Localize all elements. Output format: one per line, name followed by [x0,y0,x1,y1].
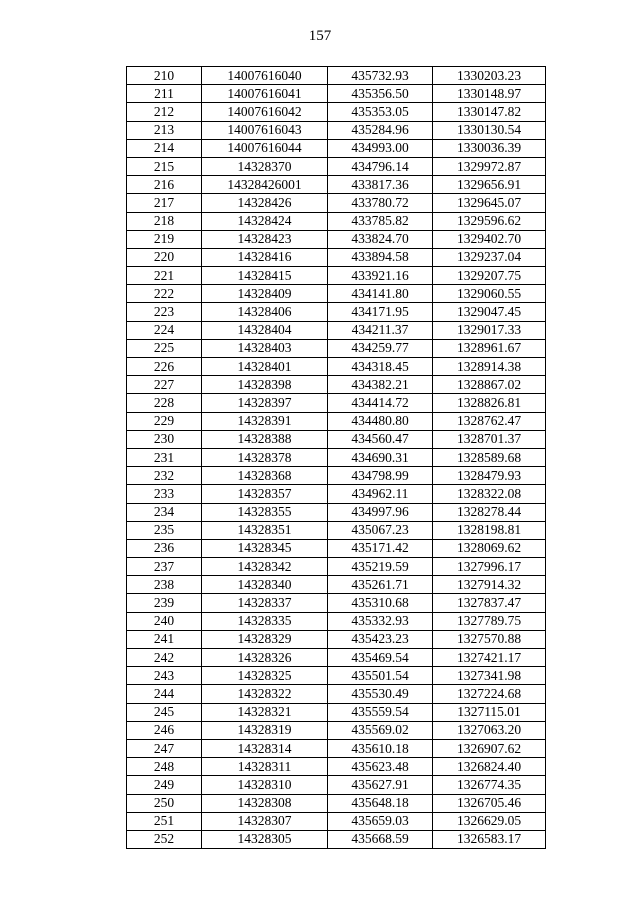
table-row [127,649,546,667]
x-coordinate-cell: 433921.16 [328,267,433,285]
y-coordinate-cell: 1327224.68 [433,685,546,703]
table-row [127,703,546,721]
table-row [127,467,546,485]
x-coordinate-cell: 433780.72 [328,194,433,212]
point-number-cell: 213 [127,121,202,139]
y-coordinate-cell: 1327115.01 [433,703,546,721]
x-coordinate-cell: 435623.48 [328,758,433,776]
x-coordinate-cell: 435610.18 [328,739,433,757]
x-coordinate-cell: 434560.47 [328,430,433,448]
point-id-cell: 14328401 [202,358,328,376]
point-id-cell: 14328370 [202,157,328,175]
x-coordinate-cell: 434997.96 [328,503,433,521]
point-id-cell: 14328337 [202,594,328,612]
point-number-cell: 249 [127,776,202,794]
point-id-cell: 14007616040 [202,67,328,85]
point-id-cell: 14328426 [202,194,328,212]
x-coordinate-cell: 434796.14 [328,157,433,175]
point-number-cell: 227 [127,376,202,394]
point-number-cell: 247 [127,739,202,757]
y-coordinate-cell: 1328762.47 [433,412,546,430]
y-coordinate-cell: 1330148.97 [433,85,546,103]
y-coordinate-cell: 1330203.23 [433,67,546,85]
table-row [127,285,546,303]
y-coordinate-cell: 1327421.17 [433,649,546,667]
table-row [127,739,546,757]
x-coordinate-cell: 435732.93 [328,67,433,85]
table-row [127,448,546,466]
y-coordinate-cell: 1326705.46 [433,794,546,812]
y-coordinate-cell: 1327789.75 [433,612,546,630]
point-number-cell: 212 [127,103,202,121]
x-coordinate-cell: 434211.37 [328,321,433,339]
point-number-cell: 221 [127,267,202,285]
table-row [127,103,546,121]
x-coordinate-cell: 435171.42 [328,539,433,557]
point-id-cell: 14328326 [202,649,328,667]
table-row [127,430,546,448]
x-coordinate-cell: 434414.72 [328,394,433,412]
x-coordinate-cell: 434382.21 [328,376,433,394]
x-coordinate-cell: 434480.80 [328,412,433,430]
y-coordinate-cell: 1329017.33 [433,321,546,339]
y-coordinate-cell: 1329060.55 [433,285,546,303]
point-id-cell: 14328424 [202,212,328,230]
table-row [127,267,546,285]
table-row [127,503,546,521]
point-number-cell: 215 [127,157,202,175]
point-number-cell: 245 [127,703,202,721]
x-coordinate-cell: 435530.49 [328,685,433,703]
point-id-cell: 14328357 [202,485,328,503]
x-coordinate-cell: 434318.45 [328,358,433,376]
y-coordinate-cell: 1326583.17 [433,830,546,848]
point-number-cell: 231 [127,448,202,466]
y-coordinate-cell: 1326824.40 [433,758,546,776]
table-row [127,139,546,157]
table-row [127,85,546,103]
x-coordinate-cell: 434141.80 [328,285,433,303]
point-id-cell: 14328378 [202,448,328,466]
point-number-cell: 222 [127,285,202,303]
table-row [127,212,546,230]
point-id-cell: 14328406 [202,303,328,321]
table-row [127,339,546,357]
point-id-cell: 14328351 [202,521,328,539]
x-coordinate-cell: 435668.59 [328,830,433,848]
y-coordinate-cell: 1329402.70 [433,230,546,248]
table-row [127,176,546,194]
point-number-cell: 217 [127,194,202,212]
table-row [127,376,546,394]
point-number-cell: 229 [127,412,202,430]
point-number-cell: 224 [127,321,202,339]
point-id-cell: 14328340 [202,576,328,594]
y-coordinate-cell: 1328198.81 [433,521,546,539]
point-id-cell: 14328416 [202,248,328,266]
y-coordinate-cell: 1327570.88 [433,630,546,648]
point-number-cell: 226 [127,358,202,376]
point-id-cell: 14328415 [202,267,328,285]
table-row [127,67,546,85]
point-id-cell: 14328391 [202,412,328,430]
point-number-cell: 219 [127,230,202,248]
point-number-cell: 244 [127,685,202,703]
y-coordinate-cell: 1328278.44 [433,503,546,521]
point-id-cell: 14007616041 [202,85,328,103]
x-coordinate-cell: 435659.03 [328,812,433,830]
point-id-cell: 14328308 [202,794,328,812]
point-id-cell: 14328335 [202,612,328,630]
table-row [127,612,546,630]
table-row [127,230,546,248]
point-number-cell: 241 [127,630,202,648]
y-coordinate-cell: 1327063.20 [433,721,546,739]
y-coordinate-cell: 1329596.62 [433,212,546,230]
x-coordinate-cell: 434171.95 [328,303,433,321]
point-id-cell: 14328355 [202,503,328,521]
y-coordinate-cell: 1330147.82 [433,103,546,121]
table-row [127,412,546,430]
x-coordinate-cell: 435469.54 [328,649,433,667]
y-coordinate-cell: 1329207.75 [433,267,546,285]
point-id-cell: 14328342 [202,558,328,576]
x-coordinate-cell: 434993.00 [328,139,433,157]
y-coordinate-cell: 1326629.05 [433,812,546,830]
table-row [127,194,546,212]
x-coordinate-cell: 435423.23 [328,630,433,648]
point-number-cell: 228 [127,394,202,412]
x-coordinate-cell: 435356.50 [328,85,433,103]
y-coordinate-cell: 1328479.93 [433,467,546,485]
y-coordinate-cell: 1330036.39 [433,139,546,157]
point-number-cell: 232 [127,467,202,485]
page-number: 157 [308,28,332,44]
table-body [127,67,546,849]
table-row [127,521,546,539]
table-row [127,685,546,703]
x-coordinate-cell: 435332.93 [328,612,433,630]
point-id-cell: 14007616044 [202,139,328,157]
point-id-cell: 14328325 [202,667,328,685]
table-row [127,794,546,812]
table-row [127,121,546,139]
x-coordinate-cell: 435627.91 [328,776,433,794]
point-number-cell: 238 [127,576,202,594]
table-row [127,721,546,739]
table-row [127,157,546,175]
point-id-cell: 14328403 [202,339,328,357]
coordinates-table [126,66,546,849]
y-coordinate-cell: 1326907.62 [433,739,546,757]
table-row [127,248,546,266]
table-row [127,485,546,503]
point-number-cell: 237 [127,558,202,576]
x-coordinate-cell: 433817.36 [328,176,433,194]
point-id-cell: 14328307 [202,812,328,830]
point-number-cell: 246 [127,721,202,739]
point-id-cell: 14328321 [202,703,328,721]
x-coordinate-cell: 435569.02 [328,721,433,739]
point-number-cell: 234 [127,503,202,521]
point-id-cell: 14007616043 [202,121,328,139]
point-number-cell: 252 [127,830,202,848]
y-coordinate-cell: 1328589.68 [433,448,546,466]
y-coordinate-cell: 1328322.08 [433,485,546,503]
point-id-cell: 14328310 [202,776,328,794]
y-coordinate-cell: 1327996.17 [433,558,546,576]
point-id-cell: 14328423 [202,230,328,248]
table-row [127,321,546,339]
point-id-cell: 14328329 [202,630,328,648]
point-number-cell: 210 [127,67,202,85]
point-number-cell: 248 [127,758,202,776]
y-coordinate-cell: 1328701.37 [433,430,546,448]
table-row [127,303,546,321]
x-coordinate-cell: 435219.59 [328,558,433,576]
y-coordinate-cell: 1329656.91 [433,176,546,194]
table-row [127,830,546,848]
x-coordinate-cell: 435284.96 [328,121,433,139]
table-row [127,758,546,776]
point-number-cell: 242 [127,649,202,667]
x-coordinate-cell: 435648.18 [328,794,433,812]
x-coordinate-cell: 434798.99 [328,467,433,485]
point-id-cell: 14007616042 [202,103,328,121]
table-row [127,812,546,830]
point-id-cell: 14328404 [202,321,328,339]
point-number-cell: 251 [127,812,202,830]
point-id-cell: 14328388 [202,430,328,448]
point-id-cell: 14328322 [202,685,328,703]
y-coordinate-cell: 1327914.32 [433,576,546,594]
point-id-cell: 14328398 [202,376,328,394]
table-row [127,394,546,412]
point-id-cell: 14328319 [202,721,328,739]
table-row [127,594,546,612]
point-id-cell: 14328397 [202,394,328,412]
point-number-cell: 240 [127,612,202,630]
y-coordinate-cell: 1329047.45 [433,303,546,321]
point-number-cell: 225 [127,339,202,357]
y-coordinate-cell: 1326774.35 [433,776,546,794]
y-coordinate-cell: 1328069.62 [433,539,546,557]
point-number-cell: 239 [127,594,202,612]
y-coordinate-cell: 1327837.47 [433,594,546,612]
table-row [127,667,546,685]
table-row [127,539,546,557]
point-id-cell: 14328311 [202,758,328,776]
point-number-cell: 235 [127,521,202,539]
x-coordinate-cell: 433824.70 [328,230,433,248]
y-coordinate-cell: 1328914.38 [433,358,546,376]
point-number-cell: 211 [127,85,202,103]
y-coordinate-cell: 1328961.67 [433,339,546,357]
point-number-cell: 233 [127,485,202,503]
x-coordinate-cell: 433894.58 [328,248,433,266]
point-id-cell: 14328305 [202,830,328,848]
table-row [127,576,546,594]
table-row [127,630,546,648]
point-number-cell: 236 [127,539,202,557]
x-coordinate-cell: 435310.68 [328,594,433,612]
point-number-cell: 223 [127,303,202,321]
x-coordinate-cell: 434962.11 [328,485,433,503]
point-number-cell: 230 [127,430,202,448]
x-coordinate-cell: 435353.05 [328,103,433,121]
x-coordinate-cell: 433785.82 [328,212,433,230]
y-coordinate-cell: 1328826.81 [433,394,546,412]
table-row [127,358,546,376]
y-coordinate-cell: 1328867.02 [433,376,546,394]
point-number-cell: 250 [127,794,202,812]
x-coordinate-cell: 434690.31 [328,448,433,466]
x-coordinate-cell: 434259.77 [328,339,433,357]
point-number-cell: 214 [127,139,202,157]
point-id-cell: 14328426001 [202,176,328,194]
x-coordinate-cell: 435261.71 [328,576,433,594]
point-number-cell: 243 [127,667,202,685]
table-row [127,776,546,794]
point-number-cell: 218 [127,212,202,230]
y-coordinate-cell: 1330130.54 [433,121,546,139]
point-number-cell: 216 [127,176,202,194]
point-id-cell: 14328314 [202,739,328,757]
y-coordinate-cell: 1327341.98 [433,667,546,685]
point-number-cell: 220 [127,248,202,266]
point-id-cell: 14328368 [202,467,328,485]
point-id-cell: 14328409 [202,285,328,303]
x-coordinate-cell: 435501.54 [328,667,433,685]
y-coordinate-cell: 1329237.04 [433,248,546,266]
y-coordinate-cell: 1329972.87 [433,157,546,175]
y-coordinate-cell: 1329645.07 [433,194,546,212]
x-coordinate-cell: 435559.54 [328,703,433,721]
table-row [127,558,546,576]
point-id-cell: 14328345 [202,539,328,557]
x-coordinate-cell: 435067.23 [328,521,433,539]
